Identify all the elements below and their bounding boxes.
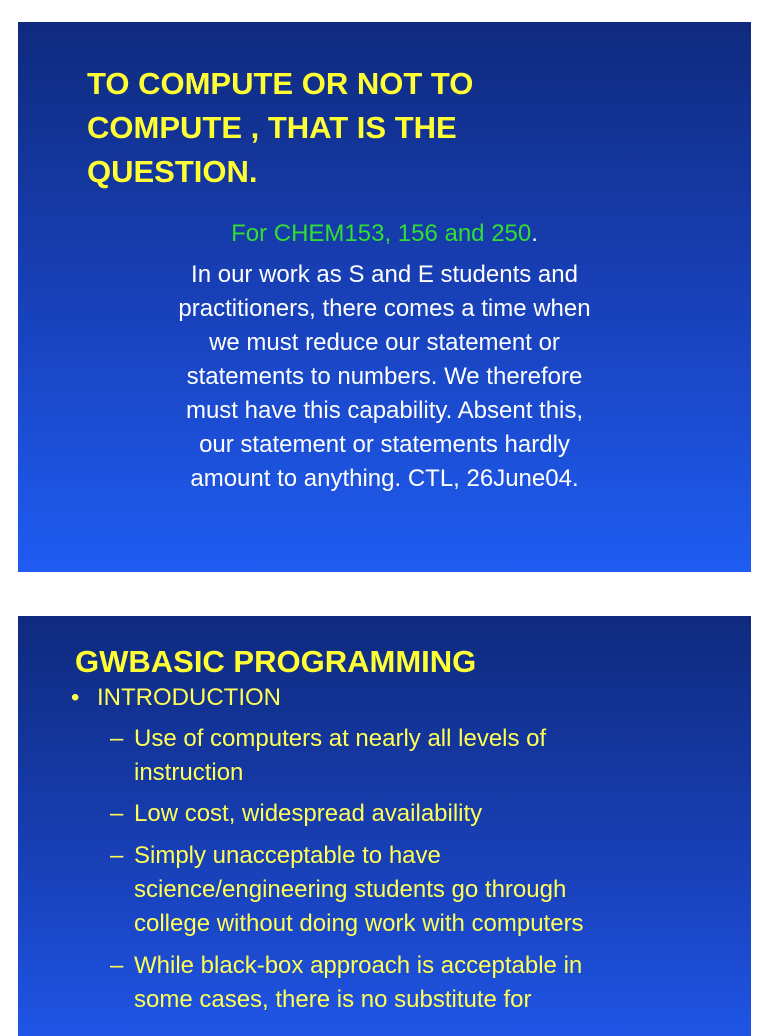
body-line: must have this capability. Absent this, — [185, 397, 584, 424]
slide-1-body — [18, 258, 751, 496]
body-line: our statement or statements hardly — [199, 431, 570, 458]
slide-1-title-line: TO COMPUTE OR NOT TO — [87, 66, 474, 101]
slide-2 — [18, 616, 751, 1036]
sub-item — [110, 722, 730, 790]
bullet-icon: • — [71, 684, 80, 711]
sub-item-line: Simply unacceptable to have — [134, 842, 441, 869]
dash-icon: – — [110, 725, 124, 752]
slide-2-title: GWBASIC PROGRAMMING — [75, 644, 477, 679]
sub-item-line: instruction — [134, 759, 244, 786]
sub-item — [110, 839, 730, 941]
sub-item-line: Low cost, widespread availability — [134, 800, 483, 827]
sub-item-line: Use of computers at nearly all levels of — [134, 725, 547, 752]
sub-item-line: college without doing work with computers — [134, 910, 584, 937]
body-line: In our work as S and E students and — [191, 261, 578, 288]
bullet-item-introduction — [71, 682, 281, 714]
body-line: we must reduce our statement or — [209, 329, 560, 356]
course-text: For CHEM153, 156 and 250 — [231, 220, 532, 247]
dash-icon: – — [110, 842, 124, 869]
bullet-label: INTRODUCTION — [97, 684, 281, 711]
slide-1 — [18, 22, 751, 572]
slide-1-title-line: COMPUTE , THAT IS THE — [87, 110, 457, 145]
dash-icon: – — [110, 952, 124, 979]
body-line: statements to numbers. We therefore — [186, 363, 583, 390]
sub-item — [110, 797, 730, 831]
dash-icon: – — [110, 800, 124, 827]
sub-item-line: While black-box approach is acceptable in — [134, 952, 583, 979]
body-line: practitioners, there comes a time when — [178, 295, 591, 322]
slide-1-title-line: QUESTION. — [87, 154, 258, 189]
sub-item-line: science/engineering students go through — [134, 876, 567, 903]
slide-1-title — [87, 62, 647, 194]
course-punct: . — [531, 220, 538, 247]
sub-item — [110, 949, 730, 1017]
course-line — [18, 219, 751, 249]
body-line: amount to anything. CTL, 26June04. — [190, 465, 579, 492]
sub-item-line: some cases, there is no substitute for — [134, 986, 532, 1013]
